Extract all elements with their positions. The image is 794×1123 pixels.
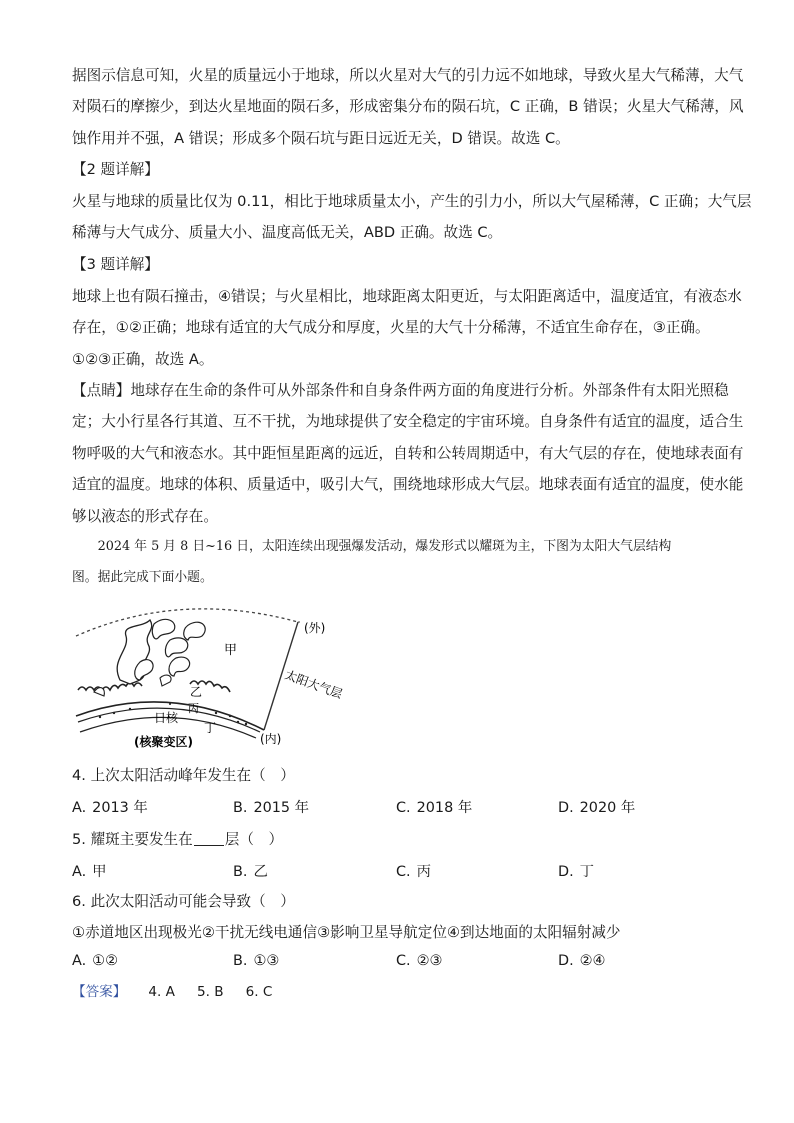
answer-blank [194,831,224,846]
q6-option-d[interactable]: D. ②④ [558,953,606,969]
heading-q2: 【2 题详解】 [72,161,159,178]
text-line: 存在，①②正确；地球有适宜的大气成分和厚度，火星的大气十分稀薄，不适宜生命存在，③正确。 [72,319,710,337]
q5-option-b[interactable]: B. 乙 [233,864,268,880]
text-line: 物呼吸的大气和液态水。其中距恒星距离的远近，自转和公转周期适中，有大气层的存在，使地球表面有 [72,444,744,462]
answer-item: 6. C [245,984,273,1000]
q6-option-b[interactable]: B. ①③ [233,953,280,969]
text-line: 定；大小行星各行其道、互不干扰，为地球提供了安全稳定的宇宙环境。自身条件有适宜的温度，适合生 [72,413,744,431]
text-line: 2024 年 5 月 8 日~16 日，太阳连续出现强爆发活动，爆发形式以耀斑为主，下图为太阳大气层结构 [72,539,672,554]
explanation-q1 [72,60,744,154]
text-line: 对陨石的摩擦少，到达火星地面的陨石多，形成密集分布的陨石坑，C 正确，B 错误；火星大气稀薄，风 [72,98,744,116]
text-line: 地球上也有陨石撞击，④错误；与火星相比，地球距离太阳更近，与太阳距离适中，温度适宜，有液态水 [72,288,742,305]
text-line: 图。据此完成下面小题。 [72,570,213,586]
question-intro [72,531,724,594]
text-line: 稀薄与大气成分、质量大小、温度高低无关，ABD 正确。故选 C。 [72,224,503,242]
question-4-stem: 4. 上次太阳活动峰年发生在（ ） [72,767,295,784]
q4-option-a[interactable]: A. 2013 年 [72,800,148,816]
answer-tag: 【答案】 [72,984,127,1000]
answer-item: 5. B [196,984,224,1000]
label-bing: 丙 [188,702,199,715]
q4-option-b[interactable]: B. 2015 年 [233,800,310,816]
label-core-sub: (核聚变区) [134,735,193,749]
q6-option-c[interactable]: C. ②③ [396,953,443,969]
text-line: 适宜的温度。地球的体积、质量适中，吸引大气，围绕地球形成大气层。地球表面有适宜的温度，使水能 [72,476,744,494]
label-sun-atmosphere: 太阳大气层 [282,667,345,702]
q4-option-c[interactable]: C. 2018 年 [396,800,473,816]
explanation-q2 [72,186,752,249]
q4-option-d[interactable]: D. 2020 年 [558,800,636,816]
text-line: 火星与地球的质量比仅为 0.11，相比于地球质量太小，产生的引力小，所以大气屋稀薄，C 正确；大气层 [72,193,752,210]
heading-q3: 【3 题详解】 [72,256,159,273]
question-6-stem: 6. 此次太阳活动可能会导致（ ） [72,893,295,910]
text-line: ①②③正确，故选 A。 [72,350,214,368]
label-jia: 甲 [224,643,238,658]
sun-atmosphere-diagram [70,600,360,752]
explanation-q3 [72,281,742,375]
text-line: 【点睛】地球存在生命的条件可从外部条件和自身条件两方面的角度进行分析。外部条件有太阳光照稳 [72,382,729,399]
q6-option-a[interactable]: A. ①② [72,953,118,969]
question-5-stem: 5. 耀斑主要发生在 层（ ） [72,831,284,848]
answer-line [72,980,272,1000]
text-line: 据图示信息可知，火星的质量远小于地球，所以火星对大气的引力远不如地球，导致火星大气稀薄，大气 [72,67,744,84]
label-core: 日核 [154,711,179,725]
label-inner: (内) [260,732,282,746]
text-line: 蚀作用并不强，A 错误；形成多个陨石坑与距日远近无关，D 错误。故选 C。 [72,129,570,147]
label-yi: 乙 [190,685,203,699]
question-6-items: ①赤道地区出现极光②干扰无线电通信③影响卫星导航定位④到达地面的太阳辐射减少 [72,924,621,941]
label-outer: (外) [304,621,326,635]
q5-option-c[interactable]: C. 丙 [396,864,432,880]
key-point [72,375,744,532]
q5-option-a[interactable]: A. 甲 [72,864,107,880]
q5-option-d[interactable]: D. 丁 [558,864,595,880]
label-ding: 丁 [204,721,217,735]
answer-item: 4. A [148,984,175,1000]
text-line: 够以液态的形式存在。 [72,507,218,525]
